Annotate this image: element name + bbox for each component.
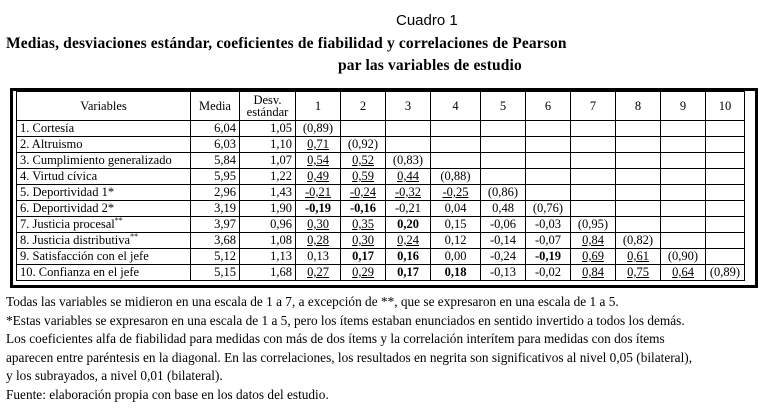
variable-name-cell — [17, 217, 191, 233]
correlation-cell — [571, 201, 616, 217]
table-row — [17, 137, 745, 153]
correlation-cell — [616, 201, 661, 217]
correlation-cell — [296, 153, 341, 169]
correlation-value: -0,24 — [489, 249, 517, 263]
header-col-7: 7 — [571, 92, 616, 121]
correlation-value: 0,52 — [352, 153, 374, 167]
correlation-cell — [571, 169, 616, 185]
correlation-value: 0,20 — [397, 217, 419, 231]
correlation-cell — [431, 265, 481, 281]
header-col-4: 4 — [431, 92, 481, 121]
note-reliability: Los coeficientes alfa de fiabilidad para medidas con más de dos ítems y la correlación interítem para medidas con dos ítems — [6, 331, 665, 346]
correlation-cell — [526, 249, 571, 265]
correlation-cell — [706, 201, 745, 217]
media-cell: 3,19 — [191, 201, 240, 217]
table-row — [17, 153, 745, 169]
correlation-cell — [616, 137, 661, 153]
correlation-value: (0,95) — [577, 217, 609, 231]
correlation-cell — [481, 233, 526, 249]
correlation-cell — [296, 137, 341, 153]
media-cell: 5,84 — [191, 153, 240, 169]
desv-cell: 1,08 — [240, 233, 296, 249]
correlation-cell — [431, 153, 481, 169]
variable-name: 3. Cumplimiento generalizado — [20, 153, 172, 167]
correlation-value: 0,28 — [307, 233, 329, 247]
correlation-cell — [386, 185, 431, 201]
correlation-value: 0,84 — [582, 265, 604, 279]
correlation-cell — [341, 265, 386, 281]
correlation-cell — [481, 265, 526, 281]
correlation-cell — [661, 201, 706, 217]
correlation-cell — [706, 121, 745, 137]
variable-name-cell — [17, 201, 191, 217]
correlation-cell — [706, 153, 745, 169]
variable-name-cell — [17, 185, 191, 201]
correlation-cell — [386, 265, 431, 281]
correlation-cell — [386, 121, 431, 137]
correlation-value: 0,59 — [352, 169, 374, 183]
correlation-cell — [571, 121, 616, 137]
correlation-cell — [296, 233, 341, 249]
correlation-value: 0,30 — [352, 233, 374, 247]
desv-cell: 1,05 — [240, 121, 296, 137]
correlation-value: -0,19 — [534, 249, 562, 263]
note-significance: aparecen entre paréntesis en la diagonal. En las correlaciones, los resultados en negrita son significativos al nivel 0,05 (bilateral), — [6, 349, 693, 365]
table-title-line-2: par las variables de estudio — [338, 57, 522, 74]
table-notes — [6, 293, 762, 404]
correlation-cell — [571, 265, 616, 281]
correlation-value: 0,84 — [582, 233, 604, 247]
media-cell: 5,12 — [191, 249, 240, 265]
correlation-value: (0,89) — [302, 121, 334, 135]
variable-name: 8. Justicia distributiva — [20, 233, 131, 247]
desv-cell: 1,10 — [240, 137, 296, 153]
correlation-value: 0,12 — [444, 233, 467, 247]
correlation-value: 0,35 — [352, 217, 374, 231]
correlation-value: 0,13 — [307, 249, 329, 263]
media-cell: 3,97 — [191, 217, 240, 233]
correlation-value: -0,03 — [534, 217, 562, 231]
header-col-2: 2 — [341, 92, 386, 121]
correlation-cell — [481, 153, 526, 169]
desv-cell: 1,90 — [240, 201, 296, 217]
table-row — [17, 185, 745, 201]
correlation-value: 0,69 — [582, 249, 604, 263]
header-variables: Variables — [17, 92, 191, 121]
correlation-cell — [341, 217, 386, 233]
note-scale: Todas las variables se midieron en una escala de 1 a 7, a excepción de **, que se expresaron en una escala de 1 a 5. — [6, 294, 619, 309]
table-row — [17, 169, 745, 185]
correlation-value: 0,44 — [397, 169, 419, 183]
correlation-cell — [481, 217, 526, 233]
correlation-cell — [431, 249, 481, 265]
correlation-cell — [526, 153, 571, 169]
correlation-cell — [431, 217, 481, 233]
correlation-cell — [616, 169, 661, 185]
correlation-cell — [571, 233, 616, 249]
variable-name-cell — [17, 169, 191, 185]
variable-name: 10. Confianza en el jefe — [20, 265, 140, 279]
media-cell: 3,68 — [191, 233, 240, 249]
correlation-cell — [706, 185, 745, 201]
correlation-cell — [431, 169, 481, 185]
correlation-cell — [386, 233, 431, 249]
variable-name: 4. Virtud cívica — [20, 169, 98, 183]
correlation-cell — [481, 169, 526, 185]
correlation-cell — [571, 137, 616, 153]
correlation-cell — [706, 169, 745, 185]
correlation-cell — [431, 121, 481, 137]
correlation-value: -0,21 — [304, 185, 332, 199]
correlation-value: 0,71 — [307, 137, 329, 151]
correlation-value: (0,89) — [709, 265, 741, 279]
media-cell: 5,95 — [191, 169, 240, 185]
header-col-6: 6 — [526, 92, 571, 121]
correlation-value: (0,82) — [622, 233, 654, 247]
correlation-value: 0,27 — [307, 265, 329, 279]
correlation-value: 0,48 — [492, 201, 514, 215]
header-col-9: 9 — [661, 92, 706, 121]
correlation-cell — [661, 265, 706, 281]
correlation-value: 0,17 — [397, 265, 419, 279]
correlation-cell — [661, 121, 706, 137]
variable-name-cell — [17, 233, 191, 249]
correlation-value: 0,17 — [352, 249, 374, 263]
header-media: Media — [191, 92, 240, 121]
correlation-cell — [571, 217, 616, 233]
correlation-value: 0,64 — [672, 265, 694, 279]
correlation-cell — [661, 217, 706, 233]
desv-cell: 1,22 — [240, 169, 296, 185]
correlation-cell — [386, 137, 431, 153]
desv-cell: 0,96 — [240, 217, 296, 233]
correlation-value: -0,32 — [394, 185, 422, 199]
correlation-cell — [431, 137, 481, 153]
correlation-cell — [341, 153, 386, 169]
header-desv: Desv. estándar — [240, 92, 296, 121]
table-row — [17, 201, 745, 217]
correlation-value: 0,16 — [397, 249, 419, 263]
correlation-cell — [341, 249, 386, 265]
correlation-value: -0,25 — [442, 185, 469, 199]
variable-name-cell — [17, 153, 191, 169]
header-col-10: 10 — [706, 92, 745, 121]
correlation-value: 0,30 — [307, 217, 329, 231]
correlation-cell — [431, 201, 481, 217]
correlation-value: 0,15 — [444, 217, 467, 231]
correlation-value: (0,88) — [440, 169, 471, 183]
variable-name: 5. Deportividad 1* — [20, 185, 115, 199]
correlation-cell — [431, 185, 481, 201]
correlation-cell — [661, 185, 706, 201]
table-title-line-1: Medias, desviaciones estándar, coeficientes de fiabilidad y correlaciones de Pearson — [6, 35, 567, 52]
correlation-cell — [616, 249, 661, 265]
table-body — [17, 121, 745, 281]
media-cell: 5,15 — [191, 265, 240, 281]
correlation-cell — [296, 217, 341, 233]
correlation-cell — [341, 233, 386, 249]
correlation-value: (0,92) — [347, 137, 379, 151]
correlation-cell — [706, 233, 745, 249]
variable-name-cell — [17, 121, 191, 137]
correlation-cell — [431, 233, 481, 249]
correlation-value: (0,76) — [532, 201, 564, 215]
correlation-value: 0,75 — [627, 265, 649, 279]
media-cell: 6,03 — [191, 137, 240, 153]
correlation-value: (0,83) — [392, 153, 424, 167]
correlation-cell — [616, 153, 661, 169]
correlation-value: -0,13 — [489, 265, 517, 279]
note-source: Fuente: elaboración propia con base en los datos del estudio. — [6, 386, 329, 402]
correlation-cell — [616, 217, 661, 233]
desv-cell: 1,07 — [240, 153, 296, 169]
correlation-cell — [526, 169, 571, 185]
correlation-cell — [526, 137, 571, 153]
correlation-value: 0,61 — [627, 249, 649, 263]
correlation-value: -0,07 — [534, 233, 562, 247]
correlation-cell — [296, 201, 341, 217]
desv-cell: 1,68 — [240, 265, 296, 281]
header-col-1: 1 — [296, 92, 341, 121]
correlation-cell — [386, 249, 431, 265]
correlation-cell — [386, 153, 431, 169]
correlation-cell — [341, 185, 386, 201]
correlation-value: -0,16 — [349, 201, 377, 215]
correlation-value: -0,21 — [394, 201, 422, 215]
correlation-cell — [526, 121, 571, 137]
correlation-value: -0,06 — [489, 217, 517, 231]
header-col-8: 8 — [616, 92, 661, 121]
note-inverted-items: *Estas variables se expresaron en una escala de 1 a 5, pero los ítems estaban enunciados en sentido invertido a todos los demás. — [6, 312, 685, 328]
table-row — [17, 233, 745, 249]
correlation-cell — [481, 137, 526, 153]
correlation-cell — [526, 217, 571, 233]
correlation-cell — [571, 153, 616, 169]
table-row — [17, 121, 745, 137]
correlation-value: -0,02 — [534, 265, 562, 279]
correlation-cell — [341, 201, 386, 217]
correlation-table — [16, 91, 745, 281]
correlation-cell — [616, 185, 661, 201]
table-row — [17, 249, 745, 265]
correlation-cell — [386, 217, 431, 233]
correlation-value: 0,54 — [307, 153, 329, 167]
correlation-value: 0,18 — [444, 265, 467, 279]
note-underline: y los subrayados, a nivel 0,01 (bilateral). — [6, 368, 223, 383]
correlation-cell — [616, 265, 661, 281]
correlation-cell — [296, 121, 341, 137]
correlation-cell — [386, 201, 431, 217]
correlation-cell — [481, 249, 526, 265]
correlation-cell — [341, 121, 386, 137]
table-header-row — [17, 92, 745, 121]
correlation-cell — [661, 249, 706, 265]
correlation-value: (0,90) — [667, 249, 699, 263]
correlation-value: -0,24 — [349, 185, 377, 199]
correlation-cell — [296, 169, 341, 185]
variable-name-cell — [17, 249, 191, 265]
header-col-5: 5 — [481, 92, 526, 121]
correlation-cell — [616, 233, 661, 249]
correlation-cell — [341, 169, 386, 185]
correlation-cell — [386, 169, 431, 185]
correlation-value: -0,19 — [304, 201, 332, 215]
correlation-cell — [526, 265, 571, 281]
correlation-value: -0,14 — [489, 233, 517, 247]
variable-name: 2. Altruismo — [20, 137, 83, 151]
correlation-cell — [526, 233, 571, 249]
correlation-cell — [296, 265, 341, 281]
correlation-value: (0,86) — [487, 185, 519, 199]
correlation-value: 0,29 — [352, 265, 374, 279]
correlation-cell — [296, 249, 341, 265]
variable-scale-marker: ** — [130, 232, 139, 241]
table-row — [17, 217, 745, 233]
correlation-value: 0,49 — [307, 169, 329, 183]
correlation-cell — [706, 249, 745, 265]
correlation-cell — [481, 201, 526, 217]
correlation-cell — [661, 137, 706, 153]
variable-name-cell — [17, 265, 191, 281]
desv-cell: 1,13 — [240, 249, 296, 265]
correlation-cell — [526, 201, 571, 217]
correlation-cell — [481, 185, 526, 201]
table-caption: Cuadro 1 — [396, 12, 458, 29]
desv-cell: 1,43 — [240, 185, 296, 201]
variable-name: 7. Justicia procesal — [20, 217, 115, 231]
variable-name: 9. Satisfacción con el jefe — [20, 249, 149, 263]
variable-scale-marker: ** — [114, 216, 123, 225]
correlation-cell — [571, 249, 616, 265]
correlation-cell — [706, 265, 745, 281]
media-cell: 6,04 — [191, 121, 240, 137]
correlation-cell — [526, 185, 571, 201]
correlation-cell — [616, 121, 661, 137]
correlation-cell — [706, 217, 745, 233]
correlation-value: 0,00 — [444, 249, 467, 263]
correlation-cell — [481, 121, 526, 137]
correlation-cell — [661, 233, 706, 249]
correlation-cell — [571, 185, 616, 201]
correlation-cell — [341, 137, 386, 153]
correlation-value: 0,24 — [397, 233, 419, 247]
correlation-cell — [296, 185, 341, 201]
header-col-3: 3 — [386, 92, 431, 121]
variable-name-cell — [17, 137, 191, 153]
correlation-value: 0,04 — [444, 201, 467, 215]
correlation-cell — [706, 137, 745, 153]
correlation-cell — [661, 169, 706, 185]
variable-name: 1. Cortesía — [20, 121, 75, 135]
media-cell: 2,96 — [191, 185, 240, 201]
variable-name: 6. Deportividad 2* — [20, 201, 115, 215]
correlation-cell — [661, 153, 706, 169]
table-row — [17, 265, 745, 281]
